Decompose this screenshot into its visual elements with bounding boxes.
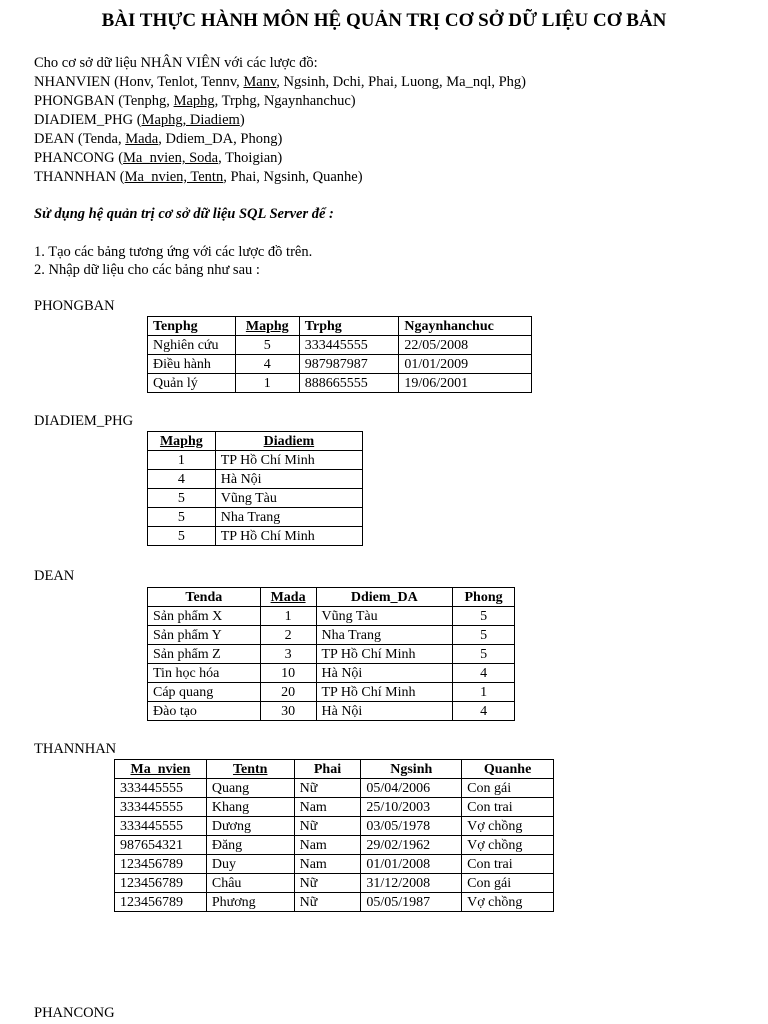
table-row	[115, 855, 554, 874]
table-row	[148, 470, 363, 489]
table-cell: 333445555	[115, 798, 207, 817]
schema-name: THANNHAN (	[34, 169, 125, 185]
section-label-phancong: PHANCONG	[34, 1005, 115, 1021]
schema-key: Maphg	[173, 93, 215, 109]
table-cell: Cáp quang	[148, 683, 261, 702]
schema-name: NHANVIEN (	[34, 74, 119, 90]
schema-name: PHANCONG (	[34, 150, 124, 166]
table-cell: 123456789	[115, 893, 207, 912]
table-row	[148, 374, 532, 393]
table-cell: Vợ chồng	[462, 836, 554, 855]
schema-attrs-rest: , Thoigian)	[218, 150, 283, 166]
schema-phancong	[34, 149, 282, 168]
table-cell: 5	[453, 626, 515, 645]
step-1: 1. Tạo các bảng tương ứng với các lược đồ trên.	[34, 244, 313, 260]
schema-attrs-rest: , Phai, Ngsinh, Quanhe)	[223, 169, 363, 185]
table-cell: Nữ	[294, 893, 361, 912]
table-cell: Quản lý	[148, 374, 236, 393]
schema-name: PHONGBAN (	[34, 93, 124, 109]
table-cell: 987987987	[299, 355, 399, 374]
section-label-phongban: PHONGBAN	[34, 298, 115, 314]
column-header: Diadiem	[215, 432, 362, 451]
table-cell: Nữ	[294, 817, 361, 836]
table-cell: 30	[260, 702, 316, 721]
table-cell: 10	[260, 664, 316, 683]
table-diadiem-phg	[147, 431, 363, 546]
table-cell: 333445555	[299, 336, 399, 355]
column-header: Tenda	[148, 588, 261, 607]
table-cell: 3	[260, 645, 316, 664]
table-row	[148, 607, 515, 626]
schema-dean	[34, 130, 282, 149]
table-row	[148, 683, 515, 702]
table-header-row	[148, 317, 532, 336]
table-cell: Hà Nội	[316, 664, 453, 683]
table-cell: 2	[260, 626, 316, 645]
table-cell: Sản phẩm Z	[148, 645, 261, 664]
table-row	[115, 779, 554, 798]
table-cell: 29/02/1962	[361, 836, 462, 855]
schema-phongban	[34, 92, 356, 111]
schema-name: DIADIEM_PHG (	[34, 112, 142, 128]
table-cell: Con trai	[462, 798, 554, 817]
table-cell: Nha Trang	[215, 508, 362, 527]
schema-name: DEAN (	[34, 131, 83, 147]
table-cell: Đào tạo	[148, 702, 261, 721]
table-header-row	[115, 760, 554, 779]
section-label-diadiem-phg: DIADIEM_PHG	[34, 413, 134, 429]
table-cell: Nam	[294, 798, 361, 817]
document-title: BÀI THỰC HÀNH MÔN HỆ QUẢN TRỊ CƠ SỞ DỮ LIỆU CƠ BẢN	[101, 10, 667, 31]
schema-attrs-rest: , Ngsinh, Dchi, Phai, Luong, Ma_nql, Phg)	[276, 74, 527, 90]
table-cell: 5	[148, 508, 216, 527]
table-row	[148, 527, 363, 546]
intro-text: Cho cơ sở dữ liệu NHÂN VIÊN với các lược đồ:	[34, 55, 318, 71]
table-cell: Con gái	[462, 779, 554, 798]
table-row	[148, 508, 363, 527]
table-cell: Vũng Tàu	[215, 489, 362, 508]
column-header: Tenphg	[148, 317, 236, 336]
table-row	[115, 874, 554, 893]
table-cell: 1	[260, 607, 316, 626]
table-cell: Phương	[206, 893, 294, 912]
column-header: Mada	[260, 588, 316, 607]
table-cell: Sản phẩm Y	[148, 626, 261, 645]
table-dean	[147, 587, 515, 721]
table-row	[148, 626, 515, 645]
table-row	[148, 702, 515, 721]
table-cell: Nam	[294, 855, 361, 874]
schema-attrs: Tenda,	[82, 131, 126, 147]
table-cell: Nữ	[294, 779, 361, 798]
table-cell: Điều hành	[148, 355, 236, 374]
table-cell: 333445555	[115, 817, 207, 836]
schema-key: Maphg, Diadiem	[141, 112, 240, 128]
schema-key: Ma_nvien, Tentn	[124, 169, 224, 185]
table-cell: Duy	[206, 855, 294, 874]
table-row	[148, 664, 515, 683]
table-cell: 03/05/1978	[361, 817, 462, 836]
table-header-row	[148, 588, 515, 607]
schema-diadiem-phg	[34, 111, 245, 130]
table-cell: Châu	[206, 874, 294, 893]
table-cell: 987654321	[115, 836, 207, 855]
column-header: Maphg	[148, 432, 216, 451]
table-cell: 20	[260, 683, 316, 702]
table-cell: 5	[148, 527, 216, 546]
table-cell: 5	[148, 489, 216, 508]
schema-attrs-rest: , Trphg, Ngaynhanchuc)	[214, 93, 356, 109]
table-cell: Tin học hóa	[148, 664, 261, 683]
table-cell: 4	[148, 470, 216, 489]
step-2: 2. Nhập dữ liệu cho các bảng như sau :	[34, 262, 260, 278]
table-cell: TP Hồ Chí Minh	[316, 645, 453, 664]
schema-thannhan	[34, 168, 363, 187]
table-cell: 05/04/2006	[361, 779, 462, 798]
schema-key: Ma_nvien, Soda	[123, 150, 219, 166]
table-header-row	[148, 432, 363, 451]
table-cell: 4	[453, 664, 515, 683]
table-cell: Sản phẩm X	[148, 607, 261, 626]
table-cell: 01/01/2008	[361, 855, 462, 874]
column-header: Trphg	[299, 317, 399, 336]
table-cell: 22/05/2008	[399, 336, 532, 355]
table-cell: Khang	[206, 798, 294, 817]
schema-key: Manv	[243, 74, 277, 90]
column-header: Ngsinh	[361, 760, 462, 779]
schema-attrs: Honv, Tenlot, Tennv,	[118, 74, 244, 90]
column-header: Phong	[453, 588, 515, 607]
table-row	[115, 817, 554, 836]
table-cell: TP Hồ Chí Minh	[215, 527, 362, 546]
column-header: Ma_nvien	[115, 760, 207, 779]
column-header: Phai	[294, 760, 361, 779]
table-cell: 4	[453, 702, 515, 721]
table-cell: 01/01/2009	[399, 355, 532, 374]
table-cell: 123456789	[115, 874, 207, 893]
table-cell: Nữ	[294, 874, 361, 893]
table-cell: Dương	[206, 817, 294, 836]
table-cell: 1	[453, 683, 515, 702]
instruction-text: Sử dụng hệ quản trị cơ sở dữ liệu SQL Server để :	[34, 206, 334, 222]
table-cell: TP Hồ Chí Minh	[215, 451, 362, 470]
table-cell: Nha Trang	[316, 626, 453, 645]
table-cell: Nghiên cứu	[148, 336, 236, 355]
section-label-dean: DEAN	[34, 568, 75, 584]
table-cell: 31/12/2008	[361, 874, 462, 893]
table-cell: 25/10/2003	[361, 798, 462, 817]
table-cell: Con trai	[462, 855, 554, 874]
schema-attrs-rest: )	[239, 112, 245, 128]
table-row	[115, 893, 554, 912]
column-header: Ngaynhanchuc	[399, 317, 532, 336]
table-cell: 5	[453, 607, 515, 626]
table-cell: 123456789	[115, 855, 207, 874]
column-header: Tentn	[206, 760, 294, 779]
schema-nhanvien	[34, 73, 526, 92]
table-row	[148, 489, 363, 508]
schema-attrs-rest: , Ddiem_DA, Phong)	[158, 131, 283, 147]
table-cell: 4	[235, 355, 299, 374]
table-cell: 5	[235, 336, 299, 355]
table-cell: Đăng	[206, 836, 294, 855]
table-row	[148, 336, 532, 355]
table-cell: Con gái	[462, 874, 554, 893]
column-header: Ddiem_DA	[316, 588, 453, 607]
table-cell: 1	[148, 451, 216, 470]
table-row	[115, 798, 554, 817]
section-label-thannhan: THANNHAN	[34, 741, 117, 757]
table-cell: 888665555	[299, 374, 399, 393]
table-cell: 5	[453, 645, 515, 664]
table-cell: Nam	[294, 836, 361, 855]
table-cell: Quang	[206, 779, 294, 798]
table-cell: Vợ chồng	[462, 893, 554, 912]
column-header: Maphg	[235, 317, 299, 336]
schema-attrs: Tenphg,	[123, 93, 174, 109]
table-row	[115, 836, 554, 855]
table-row	[148, 451, 363, 470]
table-thannhan	[114, 759, 554, 912]
table-row	[148, 355, 532, 374]
table-cell: Hà Nội	[316, 702, 453, 721]
table-cell: Hà Nội	[215, 470, 362, 489]
table-cell: 05/05/1987	[361, 893, 462, 912]
schema-key: Mada	[125, 131, 159, 147]
column-header: Quanhe	[462, 760, 554, 779]
table-cell: Vợ chồng	[462, 817, 554, 836]
table-row	[148, 645, 515, 664]
table-cell: TP Hồ Chí Minh	[316, 683, 453, 702]
table-cell: 1	[235, 374, 299, 393]
table-phongban	[147, 316, 532, 393]
table-cell: Vũng Tàu	[316, 607, 453, 626]
table-cell: 19/06/2001	[399, 374, 532, 393]
table-cell: 333445555	[115, 779, 207, 798]
